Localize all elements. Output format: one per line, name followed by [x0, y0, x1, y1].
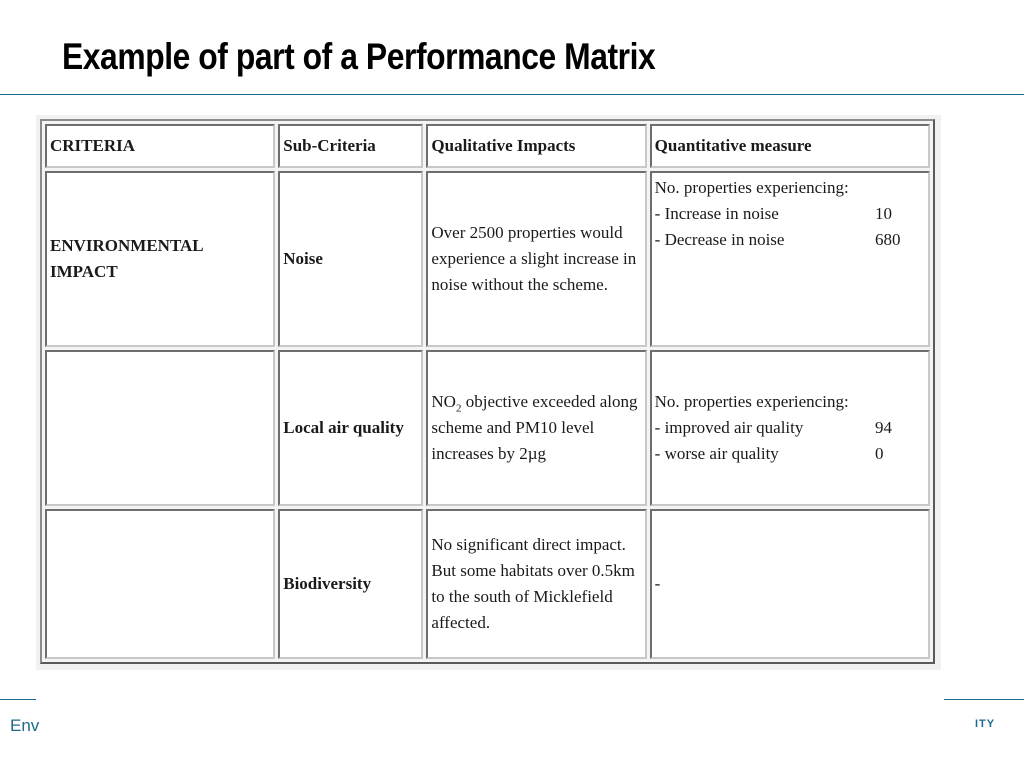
measure-value: 10 [875, 204, 892, 223]
footer-left-text: Env [10, 716, 40, 735]
sub-criteria-cell: Local air quality [278, 350, 423, 506]
qualitative-cell: No significant direct impact. But some habitats over 0.5km to the south of Micklefield affected. [426, 509, 646, 659]
qualitative-subscript: 2 [455, 402, 462, 415]
qualitative-text: objective exceeded along scheme and PM10 level increases by 2µg [431, 392, 638, 463]
sub-criteria-cell: Noise [278, 171, 423, 347]
table-header-row [45, 124, 930, 168]
qualitative-prefix: NO [431, 392, 456, 411]
slide-title: Example of part of a Performance Matrix [62, 36, 656, 77]
title-divider [0, 94, 1024, 95]
measure-heading: No. properties experiencing: [654, 392, 849, 411]
header-criteria: CRITERIA [45, 124, 275, 168]
footer-divider-left [0, 699, 36, 700]
qualitative-cell: Over 2500 properties would experience a slight increase in noise without the scheme. [426, 171, 646, 347]
table-row-noise [45, 171, 930, 347]
quantitative-cell: - [650, 509, 930, 659]
measure-value: 0 [875, 444, 884, 463]
criteria-cell [45, 171, 275, 347]
table-row-biodiversity [45, 509, 930, 659]
sub-criteria-cell: Biodiversity [278, 509, 423, 659]
measure-label: - Increase in noise [654, 204, 779, 223]
header-qualitative-impacts: Qualitative Impacts [426, 124, 646, 168]
criteria-line: ENVIRONMENTAL [50, 236, 204, 255]
table-row-local-air-quality [45, 350, 930, 506]
measure-label: - worse air quality [654, 444, 779, 463]
measure-value: 680 [875, 230, 901, 249]
criteria-cell [45, 350, 275, 506]
measure-line [655, 441, 925, 467]
header-sub-criteria: Sub-Criteria [278, 124, 423, 168]
measure-line [655, 415, 925, 441]
criteria-line: IMPACT [50, 262, 118, 281]
measure-line [655, 201, 925, 227]
quantitative-cell [650, 350, 930, 506]
measure-line [655, 227, 925, 253]
header-quantitative-measure: Quantitative measure [650, 124, 930, 168]
measure-heading: No. properties experiencing: [654, 178, 849, 197]
performance-matrix-table [40, 119, 935, 664]
quantitative-cell [650, 171, 930, 347]
measure-label: - improved air quality [654, 418, 804, 437]
footer-divider-right [944, 699, 1024, 700]
qualitative-cell [426, 350, 646, 506]
measure-value: 94 [875, 418, 892, 437]
measure-label: - Decrease in noise [654, 230, 785, 249]
performance-matrix-frame [36, 115, 941, 670]
footer-right-text: ITY [975, 718, 996, 730]
criteria-cell [45, 509, 275, 659]
